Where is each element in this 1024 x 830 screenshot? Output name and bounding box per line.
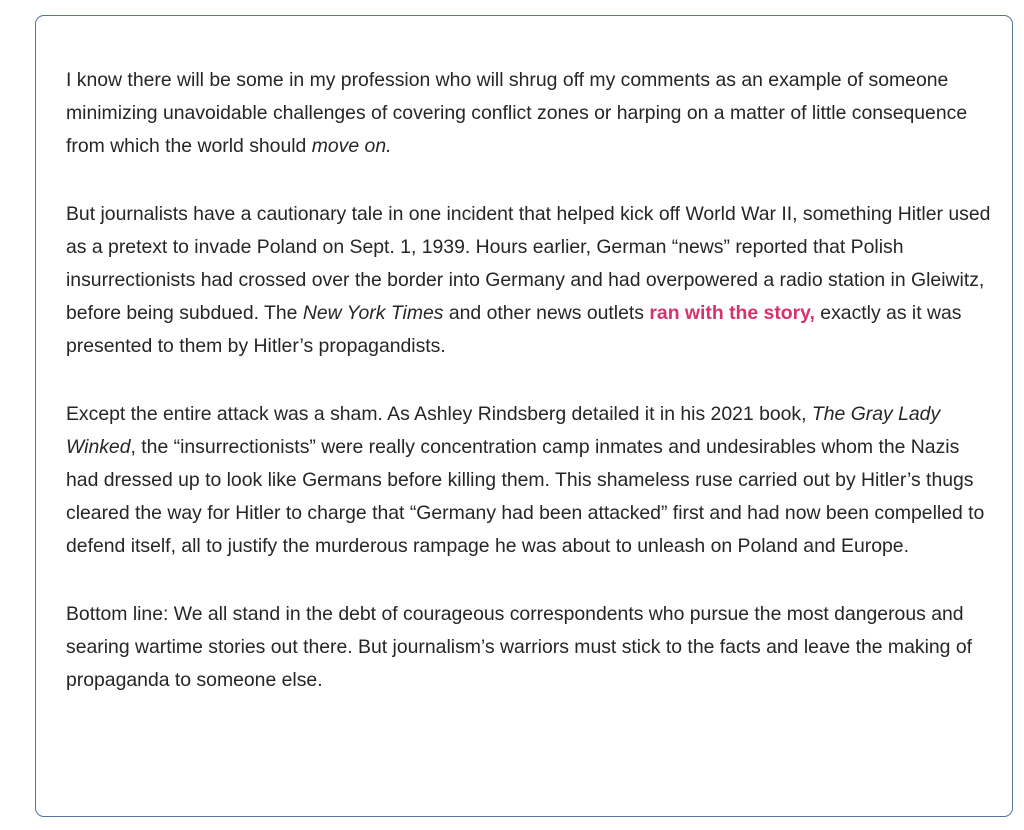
paragraph-3 [66,398,996,563]
paragraph-2-text-3: exactly as it was presented to them by Hitler’s propagandists. [66,302,962,357]
paragraph-3-emphasis: The Gray Lady Winked [66,403,941,458]
paragraph-2-emphasis: New York Times [302,302,444,324]
paragraph-1-text: I know there will be some in my profession who will shrug off my comments as an example of someone minimizing unavoidable challenges of covering conflict zones or harping on a matter of little consequence from which the world should [66,69,968,157]
paragraph-1 [66,64,996,163]
paragraph-3-text-2: , the “insurrectionists” were really concentration camp inmates and undesirables whom the Nazis had dressed up to look like Germans before killing them. This shameless ruse carried out by Hitler’s thugs cleared the way for Hitler to charge that “Germany had been attacked” first and had now been compelled to defend itself, all to justify the murderous rampage he was about to unleash on Poland and Europe. [66,436,985,557]
paragraph-4 [66,598,996,697]
paragraph-3-text-1: Except the entire attack was a sham. As Ashley Rindsberg detailed it in his 2021 book, [66,403,812,425]
paragraph-2 [66,198,996,363]
paragraph-2-text-1: But journalists have a cautionary tale in one incident that helped kick off World War II, something Hitler used as a pretext to invade Poland on Sept. 1, 1939. Hours earlier, German “news” reported that Polish insurrectionists had crossed over the border into Germany and had overpowered a radio station in Gleiwitz, before being subdued. The [66,203,991,324]
ran-with-story-link[interactable]: ran with the story, [649,302,815,324]
paragraph-2-text-2: and other news outlets [443,302,650,324]
article-body [66,64,996,697]
paragraph-4-text: Bottom line: We all stand in the debt of courageous correspondents who pursue the most dangerous and searing wartime stories out there. But journalism’s warriors must stick to the facts and leave the making of propaganda to someone else. [66,603,973,691]
paragraph-1-emphasis: move on. [311,135,392,157]
article-card [35,15,1013,817]
